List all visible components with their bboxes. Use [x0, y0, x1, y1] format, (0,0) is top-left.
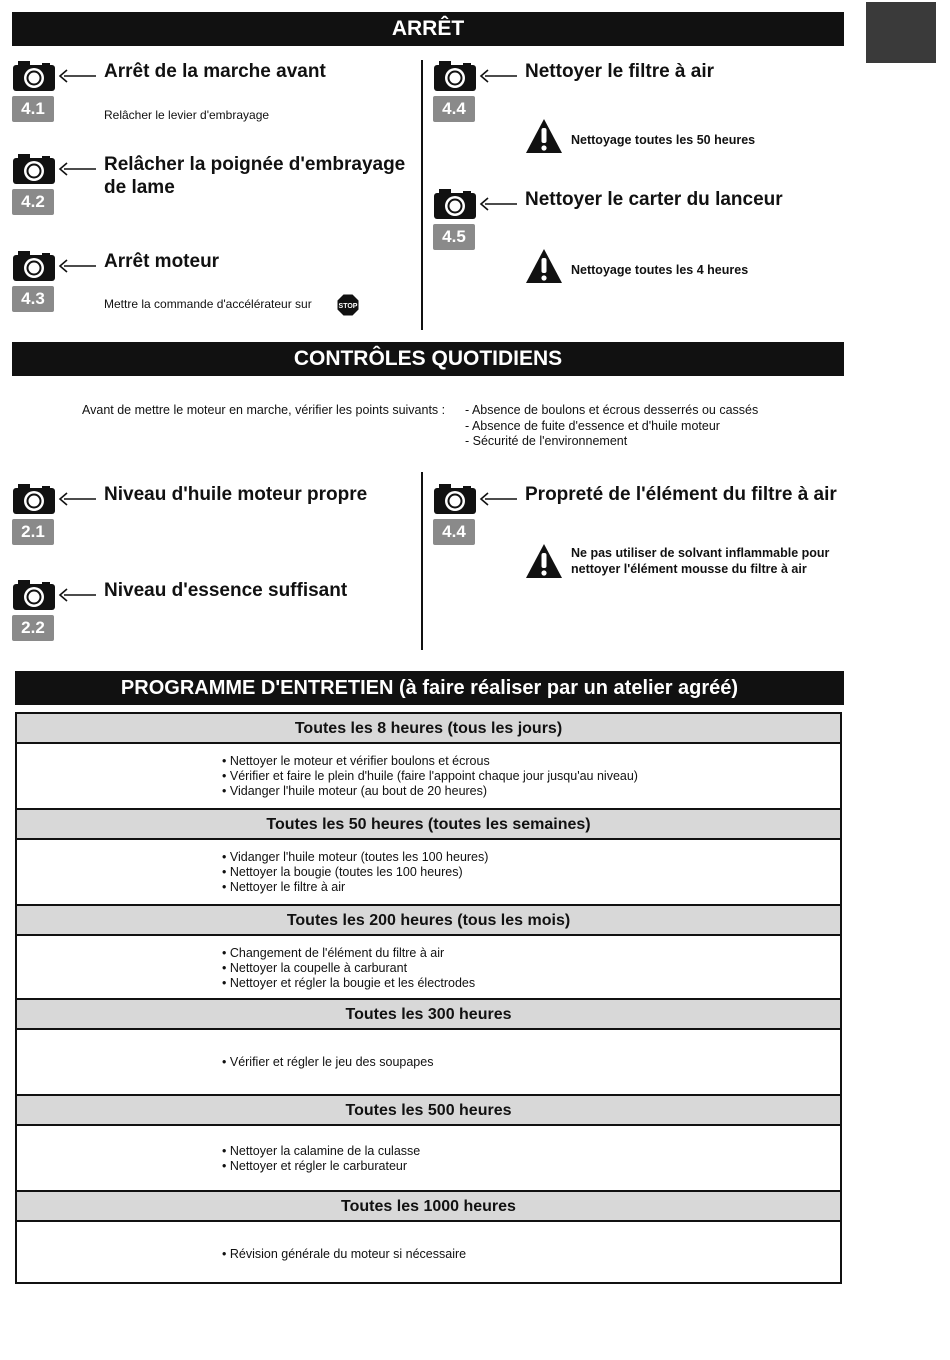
- check-item: - Absence de fuite d'essence et d'huile moteur: [465, 418, 720, 433]
- stop-icon: [337, 294, 359, 316]
- schedule-items: [222, 754, 638, 799]
- daily-divider: [421, 472, 423, 650]
- maintenance-header: [15, 671, 844, 705]
- camera-icon: [12, 153, 56, 185]
- step-subtitle: Mettre la commande d'accélérateur sur: [104, 297, 312, 311]
- daily-intro: Avant de mettre le moteur en marche, vérifier les points suivants :: [82, 403, 446, 417]
- schedule-body: [17, 744, 840, 810]
- arrow-left-icon: [479, 69, 517, 83]
- daily-header: [12, 342, 844, 376]
- warning-text: Nettoyage toutes les 4 heures: [571, 263, 749, 277]
- check-item: - Sécurité de l'environnement: [465, 434, 628, 448]
- warning-text-line2: nettoyer l'élément mousse du filtre à air: [571, 562, 807, 576]
- schedule-heading: Toutes les 300 heures: [17, 1000, 840, 1030]
- camera-icon: [12, 250, 56, 282]
- daily-title: CONTRÔLES QUOTIDIENS: [293, 347, 563, 370]
- page-corner-tab: [866, 2, 936, 63]
- step-number: 4.3: [12, 286, 54, 312]
- arret-header: [12, 12, 844, 46]
- step-number: 4.4: [433, 96, 475, 122]
- step-title: Arrêt moteur: [104, 251, 220, 272]
- step-title: Niveau d'essence suffisant: [104, 580, 348, 601]
- schedule-items: [222, 1144, 420, 1174]
- step-title: Propreté de l'élément du filtre à air: [525, 484, 837, 505]
- maintenance-schedule: [15, 712, 842, 1284]
- step-number: 2.1: [12, 519, 54, 545]
- schedule-items: [222, 850, 488, 895]
- schedule-items: [222, 1055, 433, 1070]
- step-title: Nettoyer le filtre à air: [525, 61, 715, 82]
- check-item: - Absence de boulons et écrous desserrés ou cassés: [465, 403, 759, 417]
- schedule-item: • Vérifier et faire le plein d'huile (faire l'appoint chaque jour jusqu'au niveau): [222, 769, 638, 784]
- step-title-line1: Relâcher la poignée d'embrayage: [104, 154, 406, 175]
- stop-label: STOP: [338, 303, 358, 310]
- camera-icon: [12, 579, 56, 611]
- warning-icon: [525, 118, 563, 154]
- schedule-items: [222, 1247, 466, 1262]
- schedule-item: • Révision générale du moteur si nécessaire: [222, 1247, 466, 1262]
- step-title-line2: de lame: [104, 177, 175, 198]
- schedule-item: • Vérifier et régler le jeu des soupapes: [222, 1055, 433, 1070]
- camera-icon: [12, 60, 56, 92]
- camera-icon: [12, 483, 56, 515]
- schedule-item: • Nettoyer la bougie (toutes les 100 heures): [222, 865, 488, 880]
- maintenance-title: PROGRAMME D'ENTRETIEN (à faire réaliser par un atelier agréé): [120, 677, 739, 699]
- step-subtitle: Relâcher le levier d'embrayage: [104, 108, 270, 122]
- schedule-item: • Nettoyer le filtre à air: [222, 880, 488, 895]
- arrow-left-icon: [479, 197, 517, 211]
- schedule-item: • Vidanger l'huile moteur (au bout de 20 heures): [222, 784, 638, 799]
- schedule-heading: Toutes les 500 heures: [17, 1096, 840, 1126]
- schedule-body: [17, 1222, 840, 1282]
- warning-icon: [525, 248, 563, 284]
- warning-text-line1: Ne pas utiliser de solvant inflammable pour: [571, 546, 830, 560]
- schedule-items: [222, 946, 475, 991]
- step-number: 4.1: [12, 96, 54, 122]
- warning-text: Nettoyage toutes les 50 heures: [571, 133, 756, 147]
- warning-icon: [525, 543, 563, 579]
- schedule-heading: Toutes les 8 heures (tous les jours): [17, 714, 840, 744]
- schedule-item: • Changement de l'élément du filtre à air: [222, 946, 475, 961]
- arrow-left-icon: [479, 492, 517, 506]
- schedule-heading: Toutes les 200 heures (tous les mois): [17, 906, 840, 936]
- step-title: Nettoyer le carter du lanceur: [525, 189, 783, 210]
- schedule-item: • Nettoyer la calamine de la culasse: [222, 1144, 420, 1159]
- arret-divider: [421, 60, 423, 330]
- arrow-left-icon: [58, 162, 96, 176]
- schedule-heading: Toutes les 50 heures (toutes les semaines): [17, 810, 840, 840]
- arrow-left-icon: [58, 69, 96, 83]
- step-number: 4.2: [12, 189, 54, 215]
- camera-icon: [433, 60, 477, 92]
- arrow-left-icon: [58, 259, 96, 273]
- step-number: 2.2: [12, 615, 54, 641]
- schedule-body: [17, 840, 840, 906]
- schedule-item: • Nettoyer la coupelle à carburant: [222, 961, 475, 976]
- daily-checklist: [465, 403, 758, 450]
- schedule-body: [17, 1030, 840, 1096]
- schedule-heading: Toutes les 1000 heures: [17, 1192, 840, 1222]
- arret-title: ARRÊT: [391, 17, 465, 40]
- camera-icon: [433, 483, 477, 515]
- arrow-left-icon: [58, 492, 96, 506]
- schedule-item: • Nettoyer et régler le carburateur: [222, 1159, 420, 1174]
- schedule-item: • Vidanger l'huile moteur (toutes les 100 heures): [222, 850, 488, 865]
- step-title: Niveau d'huile moteur propre: [104, 484, 368, 505]
- schedule-body: [17, 1126, 840, 1192]
- camera-icon: [433, 188, 477, 220]
- step-number: 4.5: [433, 224, 475, 250]
- arrow-left-icon: [58, 588, 96, 602]
- schedule-item: • Nettoyer le moteur et vérifier boulons et écrous: [222, 754, 638, 769]
- schedule-item: • Nettoyer et régler la bougie et les électrodes: [222, 976, 475, 991]
- step-title: Arrêt de la marche avant: [104, 61, 326, 82]
- schedule-body: [17, 936, 840, 1000]
- step-number: 4.4: [433, 519, 475, 545]
